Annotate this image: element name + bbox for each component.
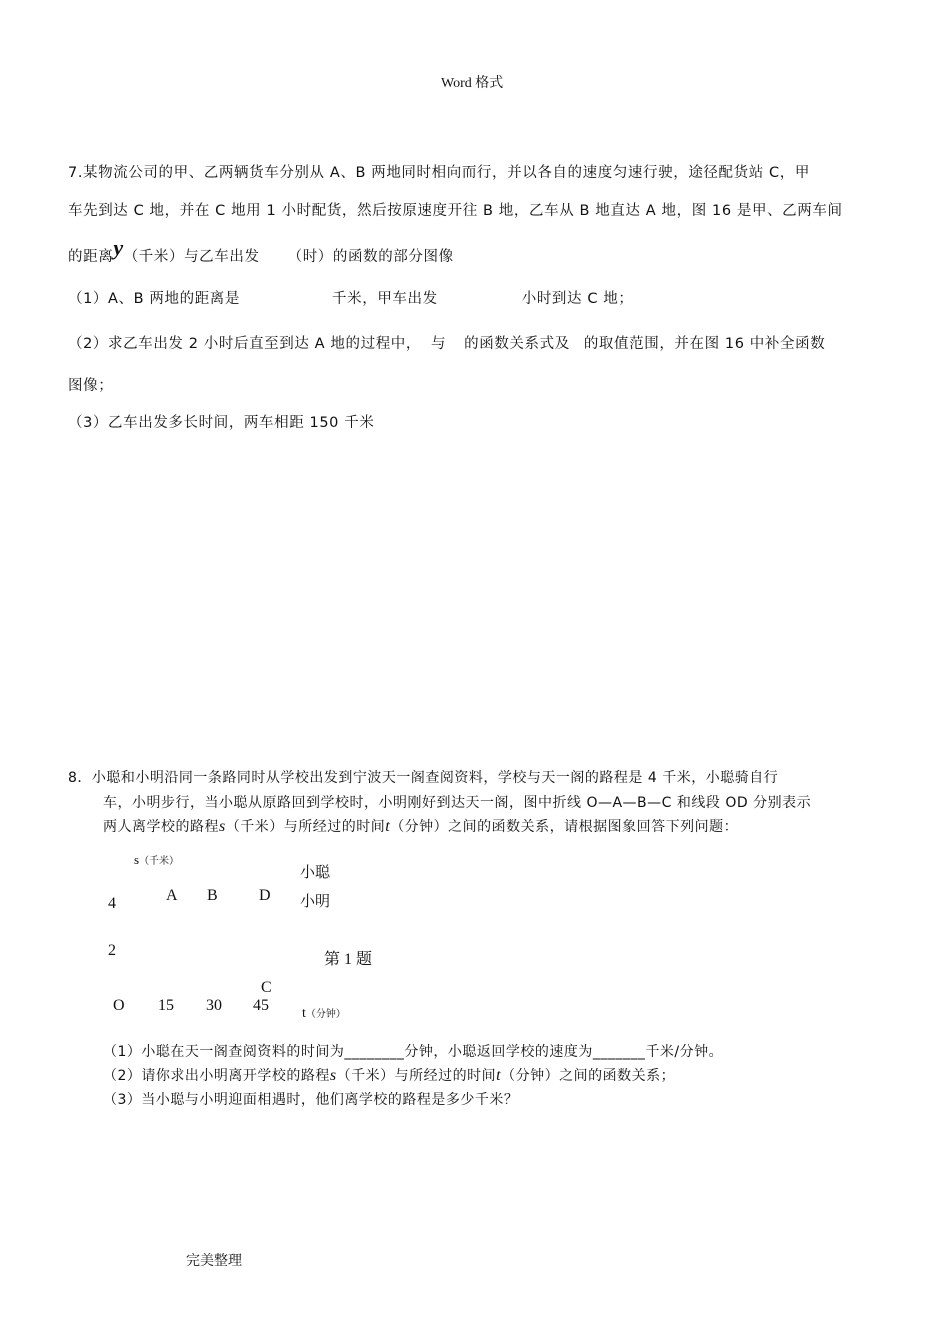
q7-part-2-d: 的取值范围，并在图 16 中补全函数 bbox=[583, 336, 826, 352]
q7-part-2-line-2: 图像； bbox=[68, 378, 114, 394]
figure-y-axis-label bbox=[134, 849, 179, 868]
figure-point-c: C bbox=[261, 979, 272, 996]
q8-part-2-var-s: s bbox=[329, 1067, 337, 1084]
figure-caption: 第 1 题 bbox=[324, 951, 373, 968]
q7-part-1-b: 千米，甲车出发 bbox=[332, 291, 438, 307]
q8-part-2-b: （千米）与所经过的时间 bbox=[336, 1068, 497, 1084]
q8-line-3-a: 两人离学校的路程 bbox=[103, 819, 219, 835]
figure-x-tick-45: 45 bbox=[253, 997, 269, 1014]
figure-x-tick-15: 15 bbox=[158, 997, 174, 1014]
figure-point-a: A bbox=[166, 887, 178, 904]
q8-part-2-a: （2）请你求出小明离开学校的路程 bbox=[103, 1068, 330, 1084]
q8-part-1-blank-1: ________ bbox=[344, 1044, 405, 1060]
figure-y-tick-4: 4 bbox=[108, 895, 116, 912]
q7-line-3-part-b: （千米）与乙车出发 bbox=[123, 249, 260, 265]
q7-part-1-a: （1）A、B 两地的距离是 bbox=[68, 291, 241, 307]
q7-line-3-part-c: （时）的函数的部分图像 bbox=[287, 249, 454, 265]
q7-line-3 bbox=[68, 235, 454, 267]
q8-line-2: 车，小明步行，当小聪从原路回到学校时，小明刚好到达天一阁，图中折线 O—A—B—C 和线段 OD 分别表示 bbox=[103, 795, 812, 811]
figure-point-d: D bbox=[259, 887, 271, 904]
q8-line-3 bbox=[103, 816, 738, 836]
q7-part-2 bbox=[68, 332, 825, 353]
figure-point-b: B bbox=[207, 887, 218, 904]
page-header: Word 格式 bbox=[441, 76, 504, 91]
figure-x-axis-label bbox=[302, 1002, 346, 1022]
figure-x-tick-30: 30 bbox=[206, 997, 222, 1014]
page-footer: 完美整理 bbox=[186, 1253, 242, 1269]
q8-line-3-b: （千米）与所经过的时间 bbox=[225, 819, 386, 835]
q7-line-3-part-a: 的距离 bbox=[68, 249, 114, 265]
q7-line-2: 车先到达 C 地，并在 C 地用 1 小时配货，然后按原速度开往 B 地，乙车从 B 地直达 A 地，图 16 是甲、乙两车间 bbox=[68, 203, 843, 219]
figure-legend-xiaoming: 小明 bbox=[300, 892, 331, 910]
q8-part-3: （3）当小聪与小明迎面相遇时，他们离学校的路程是多少千米？ bbox=[103, 1092, 519, 1108]
q7-part-2-c: 的函数关系式及 bbox=[464, 336, 570, 352]
q8-line-1: 8．小聪和小明沿同一条路同时从学校出发到宁波天一阁查阅资料，学校与天一阁的路程是 4 千米，小聪骑自行 bbox=[68, 770, 779, 786]
q7-part-1-c: 小时到达 C 地； bbox=[521, 291, 634, 307]
q8-variable-t: t bbox=[385, 818, 391, 835]
figure-x-axis-unit: （分钟） bbox=[305, 1009, 346, 1020]
figure-legend-xiaocong: 小聪 bbox=[300, 863, 331, 881]
figure-y-axis-unit: （千米） bbox=[139, 856, 180, 867]
figure-origin: O bbox=[113, 997, 125, 1014]
q7-variable-y: y bbox=[113, 235, 124, 260]
figure-y-tick-2: 2 bbox=[108, 942, 116, 959]
figure-y-axis-var: s bbox=[134, 852, 140, 867]
q8-part-1-blank-2: _______ bbox=[592, 1044, 646, 1060]
q7-line-1: 7.某物流公司的甲、乙两辆货车分别从 A、B 两地同时相向而行，并以各自的速度匀速行驶，途径配货站 C，甲 bbox=[68, 165, 810, 181]
q7-part-2-b: 与 bbox=[431, 336, 447, 352]
q8-part-2 bbox=[103, 1065, 675, 1085]
q7-part-1 bbox=[68, 287, 633, 308]
q8-part-1-b: 分钟，小聪返回学校的速度为 bbox=[404, 1044, 593, 1060]
q8-line-3-c: （分钟）之间的函数关系，请根据图象回答下列问题： bbox=[390, 819, 739, 835]
q8-part-2-var-t: t bbox=[496, 1067, 502, 1084]
q8-part-1-c: 千米/分钟。 bbox=[645, 1044, 724, 1060]
q8-part-1 bbox=[103, 1041, 723, 1061]
figure-x-axis-var: t bbox=[302, 1006, 306, 1021]
q7-part-2-a: （2）求乙车出发 2 小时后直至到达 A 地的过程中， bbox=[68, 336, 422, 352]
q8-variable-s: s bbox=[219, 818, 226, 835]
q7-part-3: （3）乙车出发多长时间，两车相距 150 千米 bbox=[68, 415, 375, 431]
q8-part-1-a: （1）小聪在天一阁查阅资料的时间为 bbox=[103, 1044, 345, 1060]
q8-part-2-c: （分钟）之间的函数关系； bbox=[501, 1068, 676, 1084]
